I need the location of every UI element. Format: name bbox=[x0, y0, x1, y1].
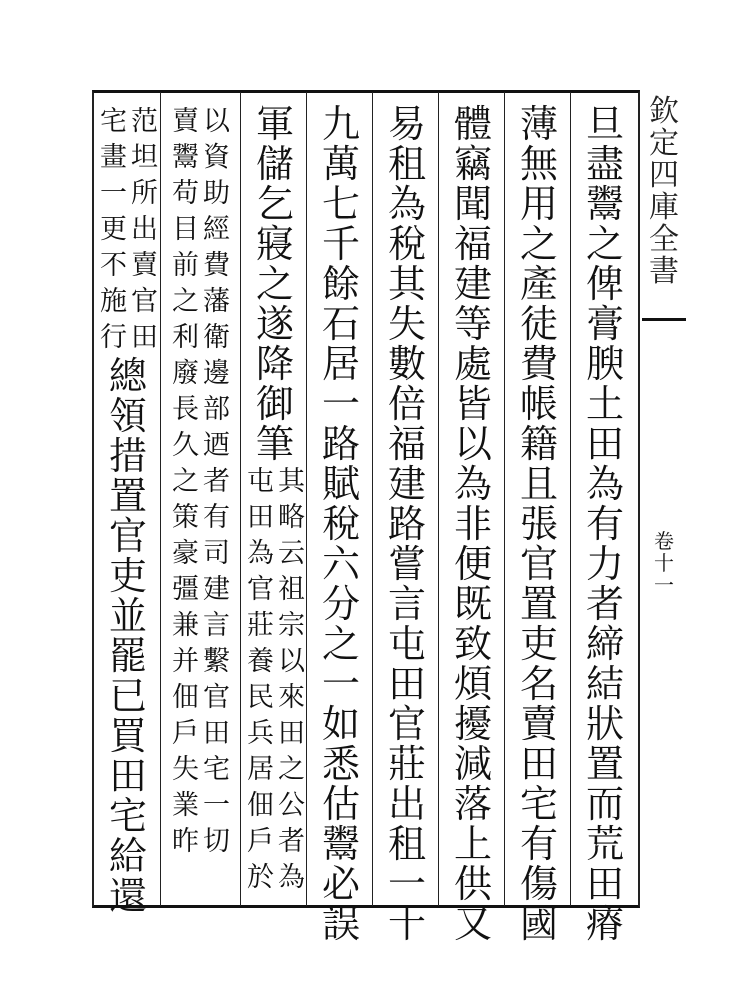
main-text: 軍 儲 乞 寢 之 遂 降 御 筆 bbox=[255, 102, 294, 466]
commentary-text: 其 屯 略 田 云 為 祖 官 宗 莊 以 養 來 民 田 兵 之 居 公 佃 者 戶 為 於 bbox=[247, 466, 305, 893]
main-text: 總 領 措 置 官 吏 並 罷 已 買 田 宅 給 還 bbox=[108, 354, 147, 918]
fishtail-mark bbox=[642, 318, 686, 321]
text-column-1 bbox=[577, 102, 633, 946]
column-rule bbox=[372, 92, 373, 906]
main-text: 體 竊 聞 福 建 等 處 皆 以 為 非 便 既 致 煩 擾 減 落 上 供 又 bbox=[453, 102, 492, 946]
column-rule bbox=[240, 92, 241, 906]
margin-strip bbox=[642, 90, 686, 908]
text-column-4 bbox=[379, 102, 435, 946]
text-column-8 bbox=[100, 104, 158, 918]
column-rule bbox=[570, 92, 571, 906]
text-column-6 bbox=[247, 104, 303, 894]
column-rule bbox=[438, 92, 439, 906]
commentary-text: 范 宅 坦 畫 所 一 出 更 賣 不 官 施 田 行 bbox=[100, 106, 158, 353]
text-column-7 bbox=[172, 104, 228, 894]
main-text: 薄 無 用 之 產 徒 費 帳 籍 且 張 官 置 吏 名 賣 田 宅 有 傷 國 bbox=[519, 102, 558, 946]
main-text: 九 萬 七 千 餘 石 居 一 路 賦 稅 六 分 之 一 如 悉 估 鬻 必 誤 bbox=[321, 102, 360, 946]
text-column-2 bbox=[511, 102, 567, 946]
column-rule bbox=[160, 92, 161, 906]
main-text: 易 租 為 稅 其 失 數 倍 福 建 路 嘗 言 屯 田 官 莊 出 租 一 十 bbox=[387, 102, 426, 946]
commentary-text: 以 賣 資 鬻 助 苟 經 目 費 前 藩 之 衛 利 邊 廢 部 長 迺 久 者 之 有 策 司 豪 建 彊 言 兼 繫 并 官 佃 田 戶 宅 失 一 業 切 昨 bbox=[172, 106, 230, 857]
text-column-5 bbox=[313, 102, 369, 946]
margin-title-text: 欽 定 四 庫 全 書 bbox=[649, 94, 679, 289]
text-column-3 bbox=[445, 102, 501, 946]
main-text: 旦 盡 鬻 之 俾 膏 腴 土 田 為 有 力 者 締 結 狀 置 而 荒 田 瘠 bbox=[585, 102, 624, 946]
margin-juan-text: 卷 十 一 bbox=[654, 529, 674, 597]
margin-juan-number bbox=[650, 530, 678, 596]
column-rule bbox=[504, 92, 505, 906]
margin-title bbox=[648, 96, 680, 288]
column-rule bbox=[306, 92, 307, 906]
